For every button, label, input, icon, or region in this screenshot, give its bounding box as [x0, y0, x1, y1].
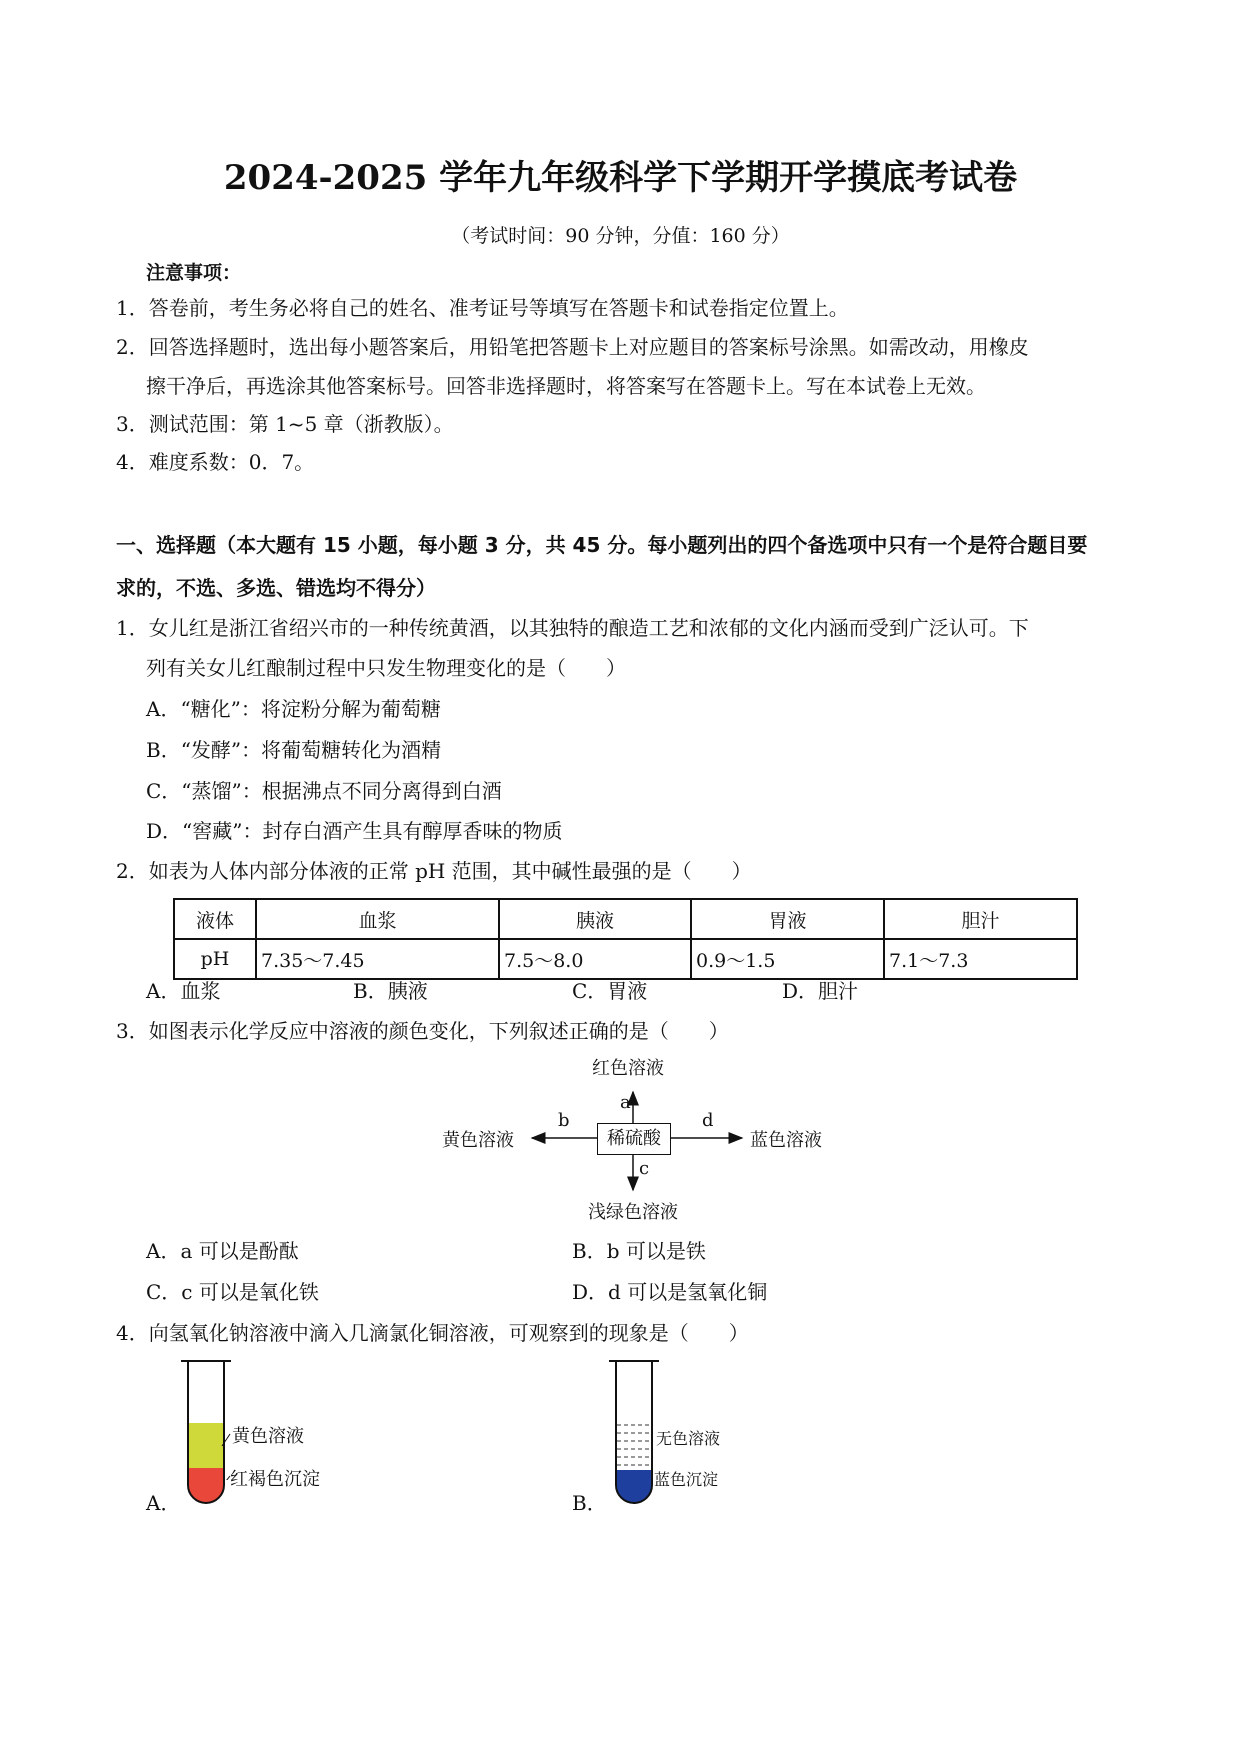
tube-b-colorless-liquid — [617, 1425, 651, 1465]
question-2-option-d: D．胆汁 — [782, 979, 859, 1003]
notes-heading: 注意事项： — [146, 262, 242, 284]
diagram-right-label: 蓝色溶液 — [750, 1130, 822, 1151]
question-1-stem-cont: 列有关女儿红酿制过程中只发生物理变化的是（ ） — [146, 656, 626, 680]
table-row — [174, 899, 1077, 939]
question-1-option-b: B．“发酵”：将葡萄糖转化为酒精 — [146, 738, 442, 762]
question-3-option-a: A．a 可以是酚酞 — [146, 1239, 299, 1263]
dilute-sulfuric-acid-box: 稀硫酸 — [597, 1123, 671, 1155]
tube-b-upper-label: 无色溶液 — [656, 1429, 721, 1448]
question-2-option-b: B．胰液 — [353, 979, 428, 1003]
question-3-stem: 3．如图表示化学反应中溶液的颜色变化，下列叙述正确的是（ ） — [116, 1019, 729, 1043]
reaction-diagram — [440, 1050, 860, 1230]
note-item: 3．测试范围：第 1~5 章（浙教版）。 — [116, 412, 454, 436]
table-cell: pH — [174, 939, 256, 979]
table-header-cell: 胃液 — [691, 899, 884, 939]
exam-info: （考试时间：90 分钟，分值：160 分） — [451, 225, 790, 247]
question-2-option-c: C．胃液 — [572, 979, 648, 1003]
note-item: 4．难度系数：0．7。 — [116, 450, 315, 474]
question-2-option-a: A．血浆 — [146, 979, 221, 1003]
question-1-stem: 1．女儿红是浙江省绍兴市的一种传统黄酒，以其独特的酿造工艺和浓郁的文化内涵而受到广泛认可。下 — [116, 616, 1029, 640]
question-2-stem: 2．如表为人体内部分体液的正常 pH 范围，其中碱性最强的是（ ） — [116, 859, 752, 883]
diagram-left-label: 黄色溶液 — [442, 1130, 514, 1151]
tube-b-lower-label: 蓝色沉淀 — [654, 1470, 719, 1489]
ph-table — [173, 898, 1078, 980]
tube-a-upper-label: 黄色溶液 — [232, 1426, 304, 1447]
table-cell: 0.9～1.5 — [691, 939, 884, 979]
question-4-option-b: B． — [572, 1491, 607, 1515]
table-header-cell: 胆汁 — [884, 899, 1077, 939]
question-3-option-c: C．c 可以是氧化铁 — [146, 1280, 319, 1304]
question-4-stem: 4．向氢氧化钠溶液中滴入几滴氯化铜溶液，可观察到的现象是（ ） — [116, 1321, 749, 1345]
label-b: b — [558, 1110, 570, 1131]
table-cell: 7.1～7.3 — [884, 939, 1077, 979]
question-3-option-b: B．b 可以是铁 — [572, 1239, 706, 1263]
note-item: 擦干净后，再选涂其他答案标号。回答非选择题时，将答案写在答题卡上。写在本试卷上无效。 — [146, 374, 986, 398]
table-cell: 7.5～8.0 — [499, 939, 691, 979]
label-d: d — [702, 1110, 714, 1131]
table-header-cell: 液体 — [174, 899, 256, 939]
question-4-option-a: A． — [146, 1491, 181, 1515]
page-title: 2024-2025 学年九年级科学下学期开学摸底考试卷 — [223, 158, 1018, 198]
label-a: a — [620, 1092, 631, 1113]
table-header-cell: 胰液 — [499, 899, 691, 939]
label-c: c — [639, 1158, 650, 1179]
diagram-bottom-label: 浅绿色溶液 — [588, 1202, 678, 1223]
question-1-option-a: A．“糖化”：将淀粉分解为葡萄糖 — [146, 697, 441, 721]
table-row — [174, 939, 1077, 979]
question-3-option-d: D．d 可以是氢氧化铜 — [572, 1280, 768, 1304]
section-heading: 一、选择题（本大题有 15 小题，每小题 3 分，共 45 分。每小题列出的四个备选项中只有一个是符合题目要 — [116, 533, 1088, 557]
tube-a-lower-label: 红褐色沉淀 — [230, 1469, 320, 1490]
diagram-top-label: 红色溶液 — [592, 1058, 664, 1079]
table-header-cell: 血浆 — [256, 899, 499, 939]
tube-a-leader-lines — [200, 1420, 260, 1480]
note-item: 2．回答选择题时，选出每小题答案后，用铅笔把答题卡上对应题目的答案标号涂黑。如需改动，用橡皮 — [116, 335, 1029, 359]
table-cell: 7.35～7.45 — [256, 939, 499, 979]
note-item: 1．答卷前，考生务必将自己的姓名、准考证号等填写在答题卡和试卷指定位置上。 — [116, 296, 849, 320]
question-1-option-d: D．“窖藏”：封存白酒产生具有醇厚香味的物质 — [146, 819, 563, 843]
section-heading-cont: 求的，不选、多选、错选均不得分） — [116, 576, 436, 600]
question-1-option-c: C．“蒸馏”：根据沸点不同分离得到白酒 — [146, 779, 502, 803]
